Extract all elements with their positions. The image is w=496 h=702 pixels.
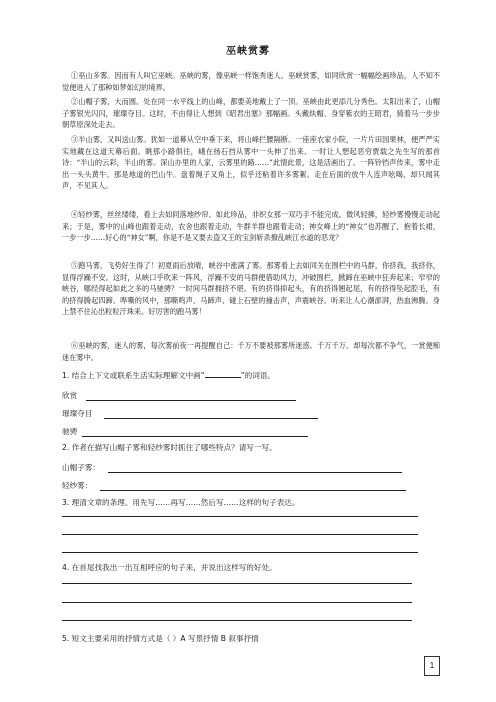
answer-line[interactable] <box>104 418 318 419</box>
q2-label-mountain-cap: 山帽子雾： <box>62 463 100 472</box>
answer-line[interactable] <box>62 602 412 603</box>
answer-line[interactable] <box>62 552 418 553</box>
term-label: 璀璨夺目 <box>62 409 93 418</box>
answer-line[interactable] <box>86 400 296 401</box>
answer-line[interactable] <box>100 490 406 491</box>
term-label: 驰骋 <box>62 427 78 436</box>
paragraph-2: ②山帽子雾，大而圆。处在同一水平线上的山峰，都要美地戴上了一顶。巫峡由此更添几分秀色。太阳出来了，山帽子雾银光闪闪，璀璨夺目。这时，不由得让人想到《昭君出塞》那幅画。头戴纨帽、身穿紫衣的王昭君，骑着马一步步朝草原深处走去。 <box>62 97 440 130</box>
answer-line[interactable] <box>62 583 412 584</box>
page-title: 巫峡赏雾 <box>226 46 270 57</box>
term-label: 欣赏 <box>62 391 78 400</box>
question-1-prefix: 1. 结合上下文或联系生活实际理解文中画“ <box>62 371 205 380</box>
question-1-suffix: ”的词语。 <box>240 371 275 380</box>
paragraph-4: ④轻纱雾，丝丝缕缕，看上去如同落地纱帘。如此珍品，非织女那一双巧手不能完成。微风轻拂，轻纱雾慢慢走动起来；于是，雾中的山峰也跟着走动，农舍也跟着走动，牛群羊群也跟着走动；神女峰上的“神女”也苏醒了，抱着长裙，一步一步……好心的“神女”啊，你是不是又要去盗又王的宝剑斩杀撩乱峡江水道的恶龙？ <box>62 210 440 243</box>
question-5: 5. 短文主要采用的抒情方式是（ ）A 写景抒情 B 叙事抒情 <box>62 634 259 643</box>
paragraph-1: ①巫山多雾。因而有人叫它巫峡。巫峡的雾，像巫峡一样饱秀迷人。巫峡赏雾，如同欣赏一幅幅绘画珍品，人不知不觉便进入了那种如梦如幻的境界。 <box>62 71 440 92</box>
question-2: 2. 作者在描写山帽子雾和轻纱雾时抓住了哪些特点？请写一写。 <box>62 443 277 452</box>
question-1-blank <box>205 371 241 378</box>
paragraph-5: ⑤跑马雾，飞势好生得了！初夏雨后放晴，峡谷中涨满了雾。那雾看上去如同关在围栏中的马群，你挤我，我挤你，显得浮躁不安。这时，从峡口乎吹来一阵风，浮躁不安的马群便借助风力，冲破围栏，掀蹄在巫峡中狂奔起来；窄窄的峡谷，哪经得起如此之多的马驰骋？一时间马群拥挤不堪。有的挤得抑起头，有的挤得翘起尾，有的挤得坠起腔毛，有的挤得腾起四蹄。哗嘶的风中，那嘶鸣声、马蹄声、碰上石壁的撞击声，声震峡谷。听来让人心潮澎湃，热血沸腾。身上禁不住沁出粒粒汗珠来。好厉害的跑马雾！ <box>62 261 440 317</box>
paragraph-3: ③半山雾，又叫送山雾。犹如一道幕从空中垂下来，将山峰拦腰隔断。一座座农家小院，一片片田园果林，便严严实实地藏在这道天幕后面。眺那小路俱往，峨在扬石挡从雾中一头伸了出来。一时让人想起恶穷贾载之先生写的那首诗：“半山的云彩，半山的雾。深山办里的人家，云雾里的路……”此情此景，这是活画出了。一阵铃铛声传来，雾中走出一头头黄牛。那是地道的巴山牛。盘着绳子叉角上，似乎还粘着许多雾絮。走在后面的放牛人连声吆喝，却只闻其声，不见其人。 <box>62 135 440 191</box>
paragraph-6: ⑥巫峡的雾，迷人的雾，每次雾前夜一再提醒自己：千万不要被那雾所迷惑。千万千万。却每次都不争气，一赏便痴迷在雾中。 <box>62 341 440 362</box>
answer-line[interactable] <box>62 516 418 517</box>
question-4: 4. 在首尾找我出一出互相呼应的句子来，并说出这样写的好处。 <box>62 563 277 572</box>
answer-line[interactable] <box>62 534 418 535</box>
question-1 <box>62 370 275 381</box>
q2-label-gauze: 轻纱雾： <box>62 481 93 490</box>
answer-line[interactable] <box>108 472 402 473</box>
answer-line[interactable] <box>82 436 308 437</box>
question-3: 3. 理清文章的条理。用先写……再写……然后写……这样的句子表达。 <box>62 498 300 507</box>
answer-line[interactable] <box>62 620 412 621</box>
page-number: 1 <box>424 656 440 676</box>
